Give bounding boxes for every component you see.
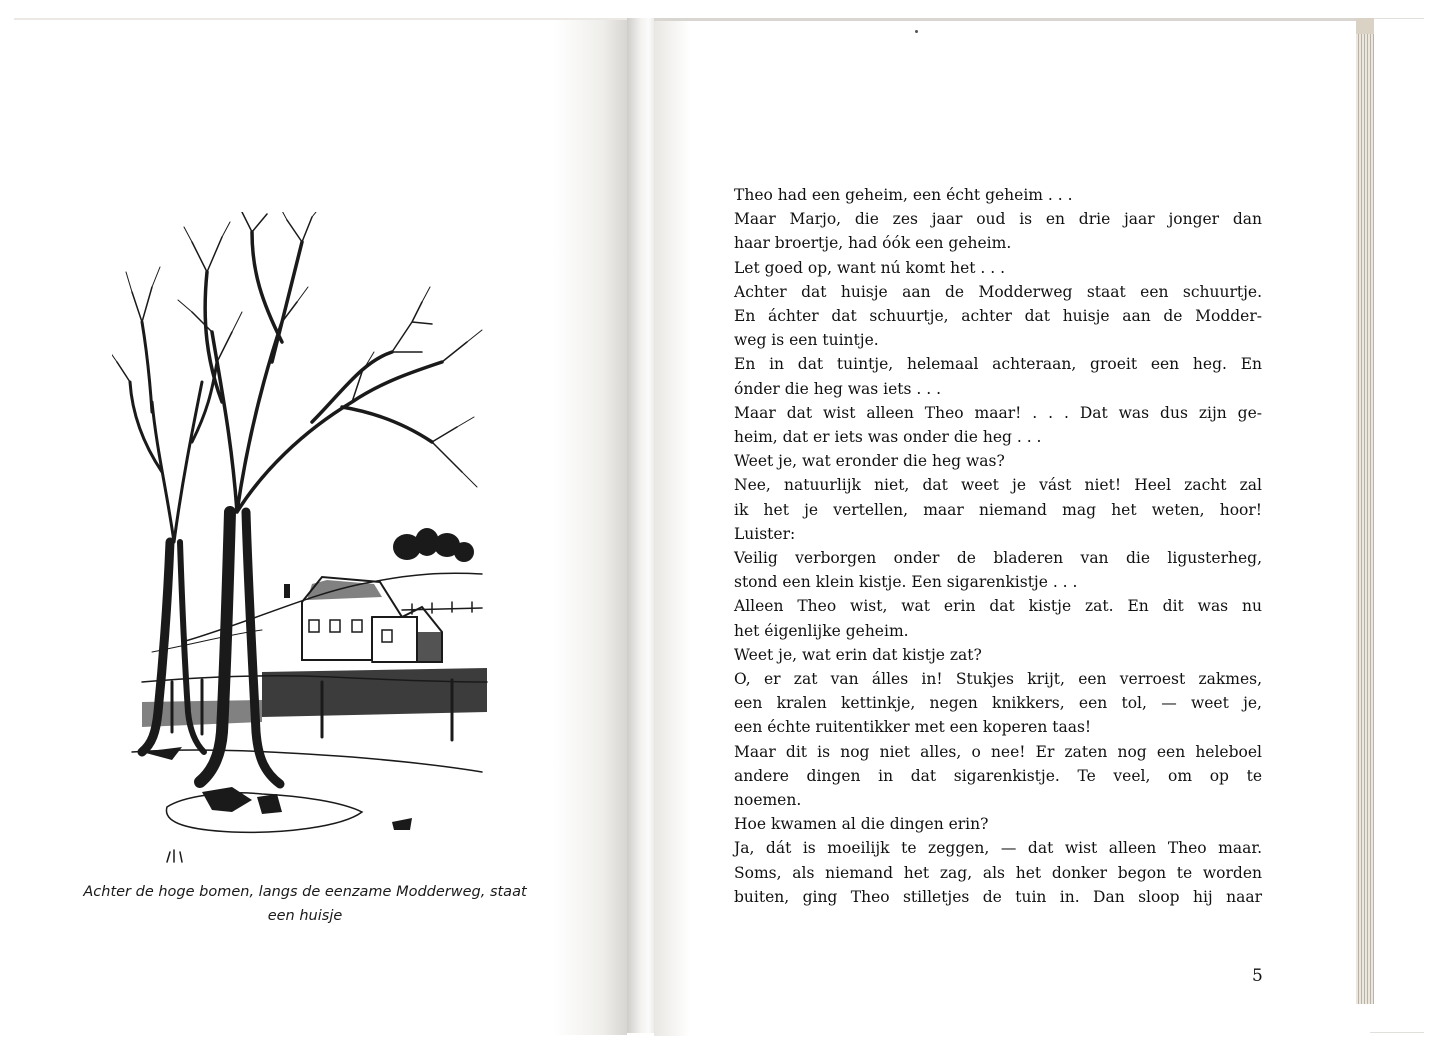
page-number: 5 [1252, 966, 1263, 986]
page-stack-edge [1356, 34, 1374, 1004]
text-line: buiten, ging Theo stilletjes de tuin in. Dan sloop hij naar [734, 887, 1262, 906]
text-line: Alleen Theo wist, wat erin dat kistje zat. En dit was nu [734, 597, 1262, 616]
text-line: Nee, natuurlijk niet, dat weet je vást niet! Heel zacht zal [734, 476, 1262, 495]
text-line: heim, dat er iets was onder die heg . . . [734, 428, 1042, 447]
text-line: O, er zat van álles in! Stukjes krijt, een verroest zakmes, [734, 670, 1262, 689]
illustration-caption [60, 880, 550, 928]
text-line: Veilig verborgen onder de bladeren van die ligusterheg, [734, 549, 1262, 568]
text-line: Soms, als niemand het zag, als het donker begon te worden [734, 863, 1262, 882]
text-line: noemen. [734, 791, 802, 810]
dust-speck [915, 30, 918, 33]
caption-line: een huisje [267, 908, 343, 924]
text-line: Weet je, wat eronder die heg was? [734, 452, 1005, 471]
text-line: het éigenlijke geheim. [734, 621, 909, 640]
text-line: Theo had een geheim, een écht geheim . . . [734, 186, 1073, 204]
text-line: stond een klein kistje. Een sigarenkistje . . . [734, 573, 1078, 592]
text-line: haar broertje, had óók een geheim. [734, 234, 1012, 253]
text-line: Maar Marjo, die zes jaar oud is en drie jaar jonger dan [734, 210, 1262, 229]
text-line: Hoe kwamen al die dingen erin? [734, 815, 989, 834]
text-line: ónder die heg was iets . . . [734, 379, 941, 398]
landscape-with-bare-trees-and-farmhouse-icon [112, 212, 492, 872]
text-line: Ja, dát is moeilijk te zeggen, — dat wist alleen Theo maar. [734, 839, 1262, 858]
text-line: weg is een tuintje. [734, 331, 879, 350]
text-line: Let goed op, want nú komt het . . . [734, 258, 1006, 277]
text-line: Luister: [734, 524, 796, 543]
text-line: Maar dat wist alleen Theo maar! . . . Dat was dus zijn ge- [734, 403, 1262, 422]
text-line: Maar dit is nog niet alles, o nee! Er zaten nog een heleboel [734, 742, 1262, 761]
text-line: Achter dat huisje aan de Modderweg staat een schuurtje. [734, 282, 1262, 301]
text-line: En áchter dat schuurtje, achter dat huisje aan de Modder- [734, 307, 1262, 326]
text-line: een kralen kettinkje, negen knikkers, een tol, — weet je, [734, 694, 1262, 713]
caption-line: Achter de hoge bomen, langs de eenzame Modderweg, staat [83, 884, 527, 900]
text-line: een échte ruitentikker met een koperen taas! [734, 718, 1092, 737]
text-line: Weet je, wat erin dat kistje zat? [734, 645, 982, 664]
story-text [734, 183, 1262, 909]
text-line: andere dingen in dat sigarenkistje. Te veel, om op te [734, 766, 1262, 785]
text-line: En in dat tuintje, helemaal achteraan, groeit een heg. En [734, 355, 1262, 374]
text-line: ik het je vertellen, maar niemand mag het weten, hoor! [734, 500, 1262, 519]
